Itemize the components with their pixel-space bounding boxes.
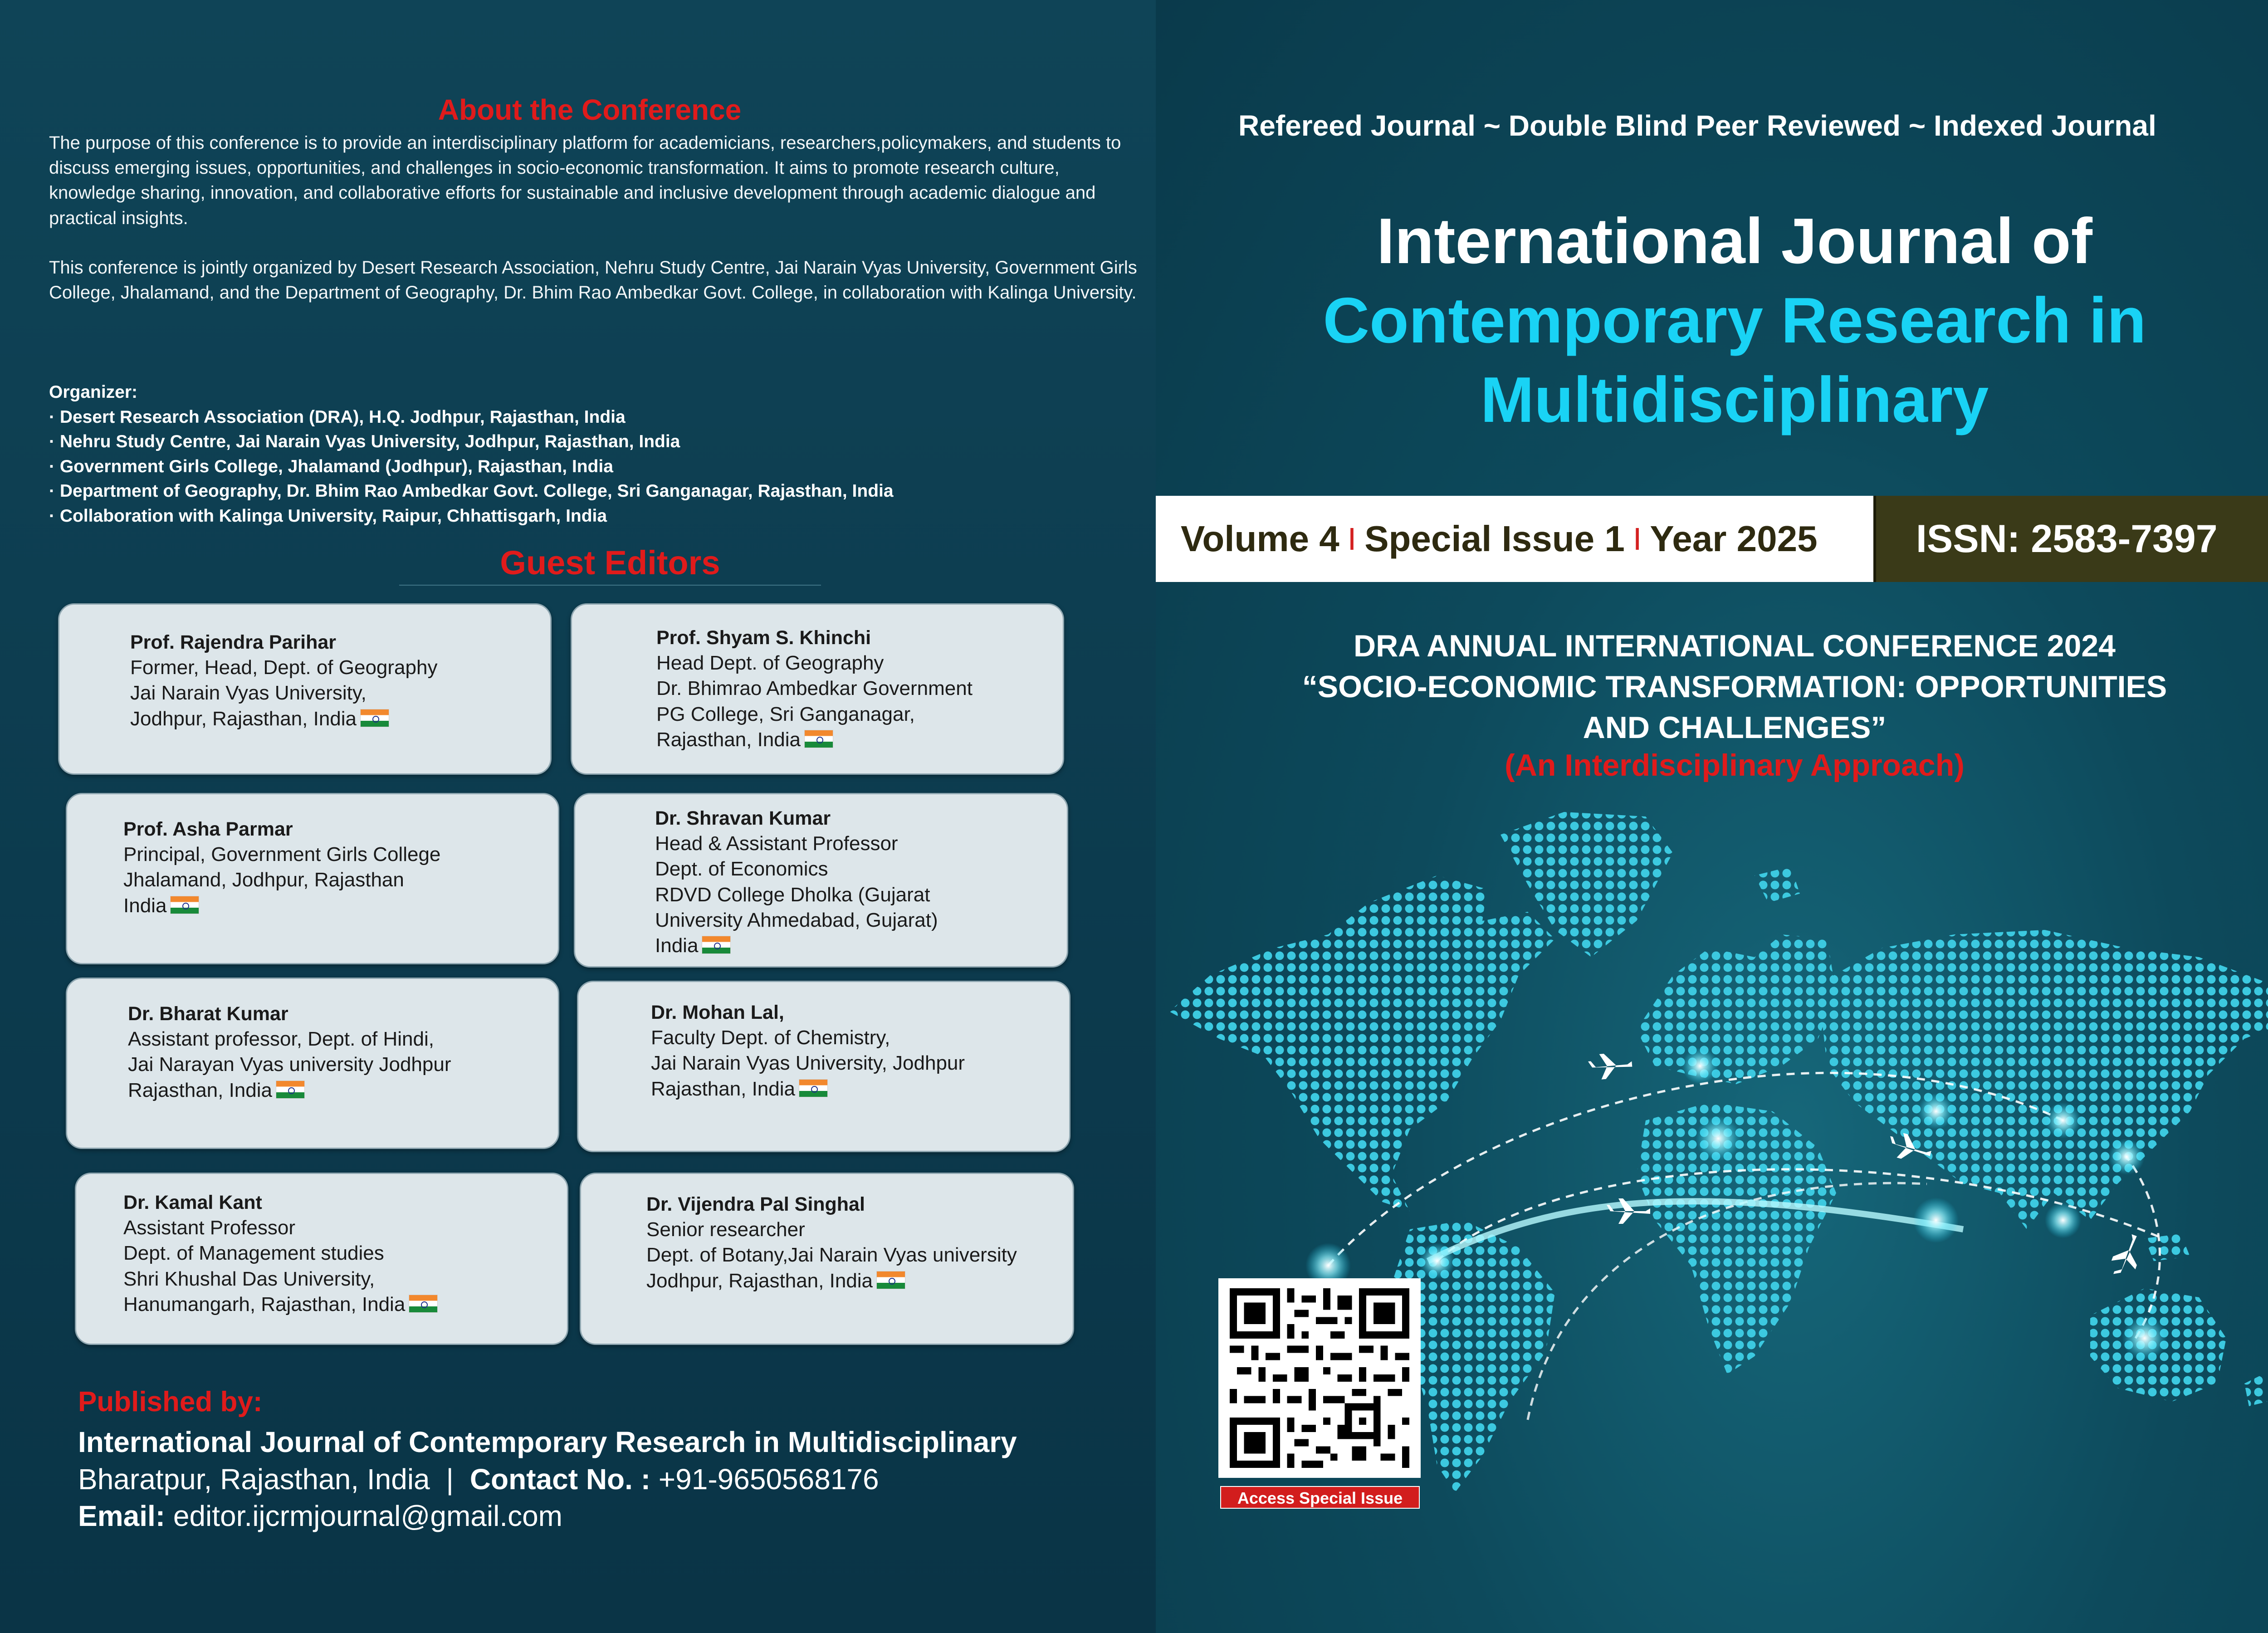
hub-glow: [1419, 1243, 1455, 1279]
journal-title-line-1: International Journal of: [1377, 205, 2092, 277]
india-flag-icon: [276, 1081, 305, 1099]
continent-asia: [1818, 930, 2268, 1229]
editor-line: Shri Khushal Das University,: [123, 1267, 375, 1290]
india-flag-icon: [799, 1079, 828, 1097]
about-paragraph-1: The purpose of this conference is to provide an interdisciplinary platform for academicians, researchers,policymakers, and students to discuss emerging issues, opportunities, and challenges in socio-economic transformation. It aims to promote research culture, knowledge sharing, innovation, and collaborative efforts for sustainable and inclusive development through academic dialogue and practical insights.: [49, 133, 1121, 228]
editor-line: Dept. of Management studies: [123, 1242, 384, 1265]
email-label: Email:: [78, 1500, 166, 1532]
editor-line: Jhalamand, Jodhpur, Rajasthan: [123, 869, 404, 891]
organizer-list: [49, 380, 1138, 529]
editor-line: Assistant Professor: [123, 1217, 296, 1239]
volume-bar: [1156, 496, 1873, 582]
hub-glow: [2045, 1102, 2081, 1139]
hub-glow: [1913, 1198, 1959, 1243]
issn-badge: ISSN: 2583-7397: [1873, 496, 2268, 582]
organizer-item: · Collaboration with Kalinga University, Raipur, Chhattisgarh, India: [49, 506, 607, 526]
editor-line: Head & Assistant Professor: [655, 832, 898, 855]
editor-line: University Ahmedabad, Gujarat): [655, 909, 938, 931]
guest-editors-title: Guest Editors: [399, 543, 821, 586]
india-flag-icon: [804, 730, 833, 748]
editor-line: India: [655, 934, 699, 957]
access-special-issue-label[interactable]: Access Special Issue: [1220, 1486, 1420, 1509]
editor-line: Rajasthan, India: [128, 1079, 272, 1101]
editor-name: Dr. Vijendra Pal Singhal: [646, 1193, 865, 1215]
qr-code[interactable]: [1218, 1278, 1421, 1478]
editor-line: RDVD College Dholka (Gujarat: [655, 883, 930, 906]
conference-title-line: DRA ANNUAL INTERNATIONAL CONFERENCE 2024: [1353, 629, 2116, 663]
published-by-label: Published by:: [78, 1386, 263, 1418]
editor-line: Dr. Bhimrao Ambedkar Government: [656, 677, 973, 700]
editor-line: Rajasthan, India: [656, 728, 801, 751]
conference-title-line: AND CHALLENGES”: [1583, 710, 1887, 745]
airplane-icon: [2107, 1231, 2146, 1280]
india-flag-icon: [409, 1295, 438, 1313]
hub-glow: [2108, 1139, 2145, 1175]
editor-card: [75, 1173, 568, 1345]
editor-line: Senior researcher: [646, 1218, 805, 1241]
editor-line: PG College, Sri Ganganagar,: [656, 703, 915, 725]
editor-line: Faculty Dept. of Chemistry,: [651, 1027, 890, 1049]
editor-name: Dr. Bharat Kumar: [128, 1003, 288, 1025]
hub-glow: [2045, 1202, 2081, 1238]
editor-line: Former, Head, Dept. of Geography: [130, 656, 438, 679]
journal-title-line-3: Multidisciplinary: [1480, 364, 1989, 436]
email-value[interactable]: editor.ijcrmjournal@gmail.com: [173, 1500, 562, 1532]
publisher-contact-line: [78, 1462, 879, 1496]
editor-line: Principal, Government Girls College: [123, 843, 441, 866]
editor-name: Dr. Mohan Lal,: [651, 1002, 784, 1023]
india-flag-icon: [702, 936, 731, 954]
editor-line: Jai Narain Vyas University,: [130, 682, 367, 704]
editor-line: Rajasthan, India: [651, 1077, 795, 1100]
separator: I: [1633, 521, 1642, 557]
editor-line: Jodhpur, Rajasthan, India: [646, 1269, 873, 1292]
hub-glow: [1918, 1093, 1954, 1129]
editor-line: Dept. of Botany,Jai Narain Vyas university: [646, 1244, 1017, 1266]
organizer-item: · Department of Geography, Dr. Bhim Rao Ambedkar Govt. College, Sri Ganganagar, Rajasthan, India: [49, 481, 894, 501]
editor-line: Jodhpur, Rajasthan, India: [130, 707, 357, 730]
publisher-name: International Journal of Contemporary Research in Multidisciplinary: [78, 1426, 1017, 1458]
continent-north-america: [1169, 875, 1555, 1211]
editor-line: Hanumangarh, Rajasthan, India: [123, 1293, 406, 1315]
organizer-item: · Desert Research Association (DRA), H.Q. Jodhpur, Rajasthan, India: [49, 407, 626, 427]
editor-line: Assistant professor, Dept. of Hindi,: [128, 1028, 434, 1051]
editor-line: Dept. of Economics: [655, 858, 828, 880]
editor-card: [66, 978, 559, 1149]
divider: |: [446, 1463, 454, 1496]
hub-glow: [1682, 1048, 1718, 1084]
editor-name: Dr. Kamal Kant: [123, 1192, 262, 1213]
cover-tagline: Refereed Journal ~ Double Blind Peer Reviewed ~ Indexed Journal: [1238, 109, 2156, 142]
volume-label: Volume 4: [1181, 518, 1339, 559]
airplane-icon: [1588, 1051, 1633, 1081]
year-label: Year 2025: [1650, 518, 1818, 559]
india-flag-icon: [170, 896, 199, 914]
contact-label: Contact No. :: [469, 1463, 650, 1496]
editor-line: Head Dept. of Geography: [656, 652, 884, 675]
editor-name: Prof. Rajendra Parihar: [130, 631, 337, 653]
conference-title-line: “SOCIO-ECONOMIC TRANSFORMATION: OPPORTUNITIES: [1302, 669, 2167, 704]
conference-subtitle: (An Interdisciplinary Approach): [1505, 748, 1965, 782]
editor-card: [66, 793, 559, 964]
editor-card: [577, 981, 1070, 1152]
editor-card: [574, 793, 1068, 968]
journal-title-line-2: Contemporary Research in: [1323, 284, 2146, 357]
publisher-location: Bharatpur, Rajasthan, India: [78, 1463, 430, 1496]
india-flag-icon: [360, 709, 389, 727]
continent-europe: [1637, 934, 1836, 1084]
editor-card: [580, 1173, 1074, 1345]
organizer-label: Organizer:: [49, 382, 138, 402]
separator: I: [1347, 521, 1357, 557]
about-paragraph-2: This conference is jointly organized by Desert Research Association, Nehru Study Centre, Jai Narain Vyas University, Government Girls College, Jhalamand, and the Department of Geography, Dr. Bhim Rao Ambedkar Govt. College, in collaboration with Kalinga University.: [49, 257, 1137, 303]
publisher-email-line: [78, 1499, 562, 1533]
conference-title: [1156, 626, 2268, 748]
about-title: About the Conference: [438, 93, 742, 126]
editor-card: [571, 603, 1064, 775]
organizer-item: · Nehru Study Centre, Jai Narain Vyas University, Jodhpur, Rajasthan, India: [49, 432, 680, 452]
editor-line: Jai Narain Vyas University, Jodhpur: [651, 1052, 965, 1075]
editor-line: Jai Narayan Vyas university Jodhpur: [128, 1053, 451, 1076]
hub-glow: [1696, 1116, 1741, 1161]
hub-glow: [2122, 1315, 2167, 1361]
about-text: [49, 131, 1138, 305]
editor-name: Dr. Shravan Kumar: [655, 807, 831, 829]
editor-line: India: [123, 894, 167, 917]
qr-code-icon: [1228, 1288, 1411, 1468]
india-flag-icon: [876, 1271, 905, 1289]
editor-card: [58, 603, 552, 775]
issue-label: Special Issue 1: [1364, 518, 1625, 559]
editor-name: Prof. Shyam S. Khinchi: [656, 627, 871, 649]
contact-value: +91-9650568176: [658, 1463, 879, 1496]
organizer-item: · Government Girls College, Jhalamand (Jodhpur), Rajasthan, India: [49, 456, 613, 476]
editor-name: Prof. Asha Parmar: [123, 818, 293, 840]
